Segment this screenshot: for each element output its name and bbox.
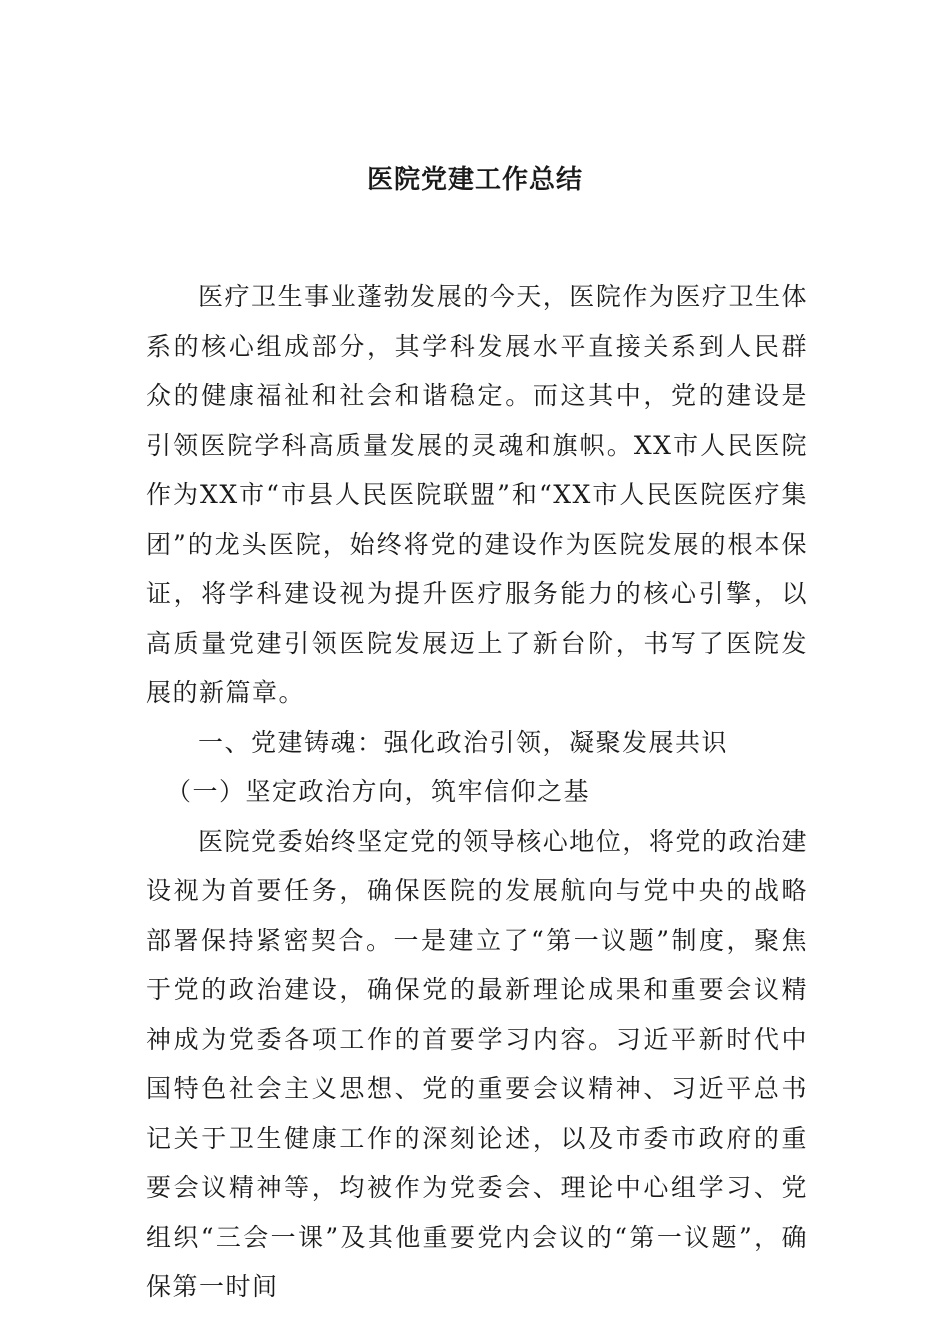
document-title: 医院党建工作总结 [366,165,583,195]
intro-paragraph: 医疗卫生事业蓬勃发展的今天，医院作为医疗卫生体系的核心组成部分，其学科发展水平直接关系到人民群众的健康福祉和社会和谐稳定。而这其中，党的建设是引领医院学科高质量发展的灵魂和旗帜。XX市人民医院作为XX市“市县人民医院联盟”和“XX市人民医院医疗集团”的龙头医院，始终将党的建设作为医院发展的根本保证，将学科建设视为提升医疗服务能力的核心引擎，以高质量党建引领医院发展迈上了新台阶，书写了医院发展的新篇章。 [146,282,808,707]
subsection-heading: （一）坚定政治方向，筑牢信仰之基 [166,777,591,806]
document-body [146,272,808,1312]
section-heading: 一、党建铸魂：强化政治引领，凝聚发展共识 [198,727,729,757]
body-paragraph: 医院党委始终坚定党的领导核心地位，将党的政治建设视为首要任务，确保医院的发展航向与党中央的战略部署保持紧密契合。一是建立了“第一议题”制度，聚焦于党的政治建设，确保党的最新理论成果和重要会议精神成为党委各项工作的首要学习内容。习近平新时代中国特色社会主义思想、党的重要会议精神、习近平总书记关于卫生健康工作的深刻论述，以及市委市政府的重要会议精神等，均被作为党委会、理论中心组学习、党组织“三会一课”及其他重要党内会议的“第一议题”，确保第一时间 [146,826,808,1301]
